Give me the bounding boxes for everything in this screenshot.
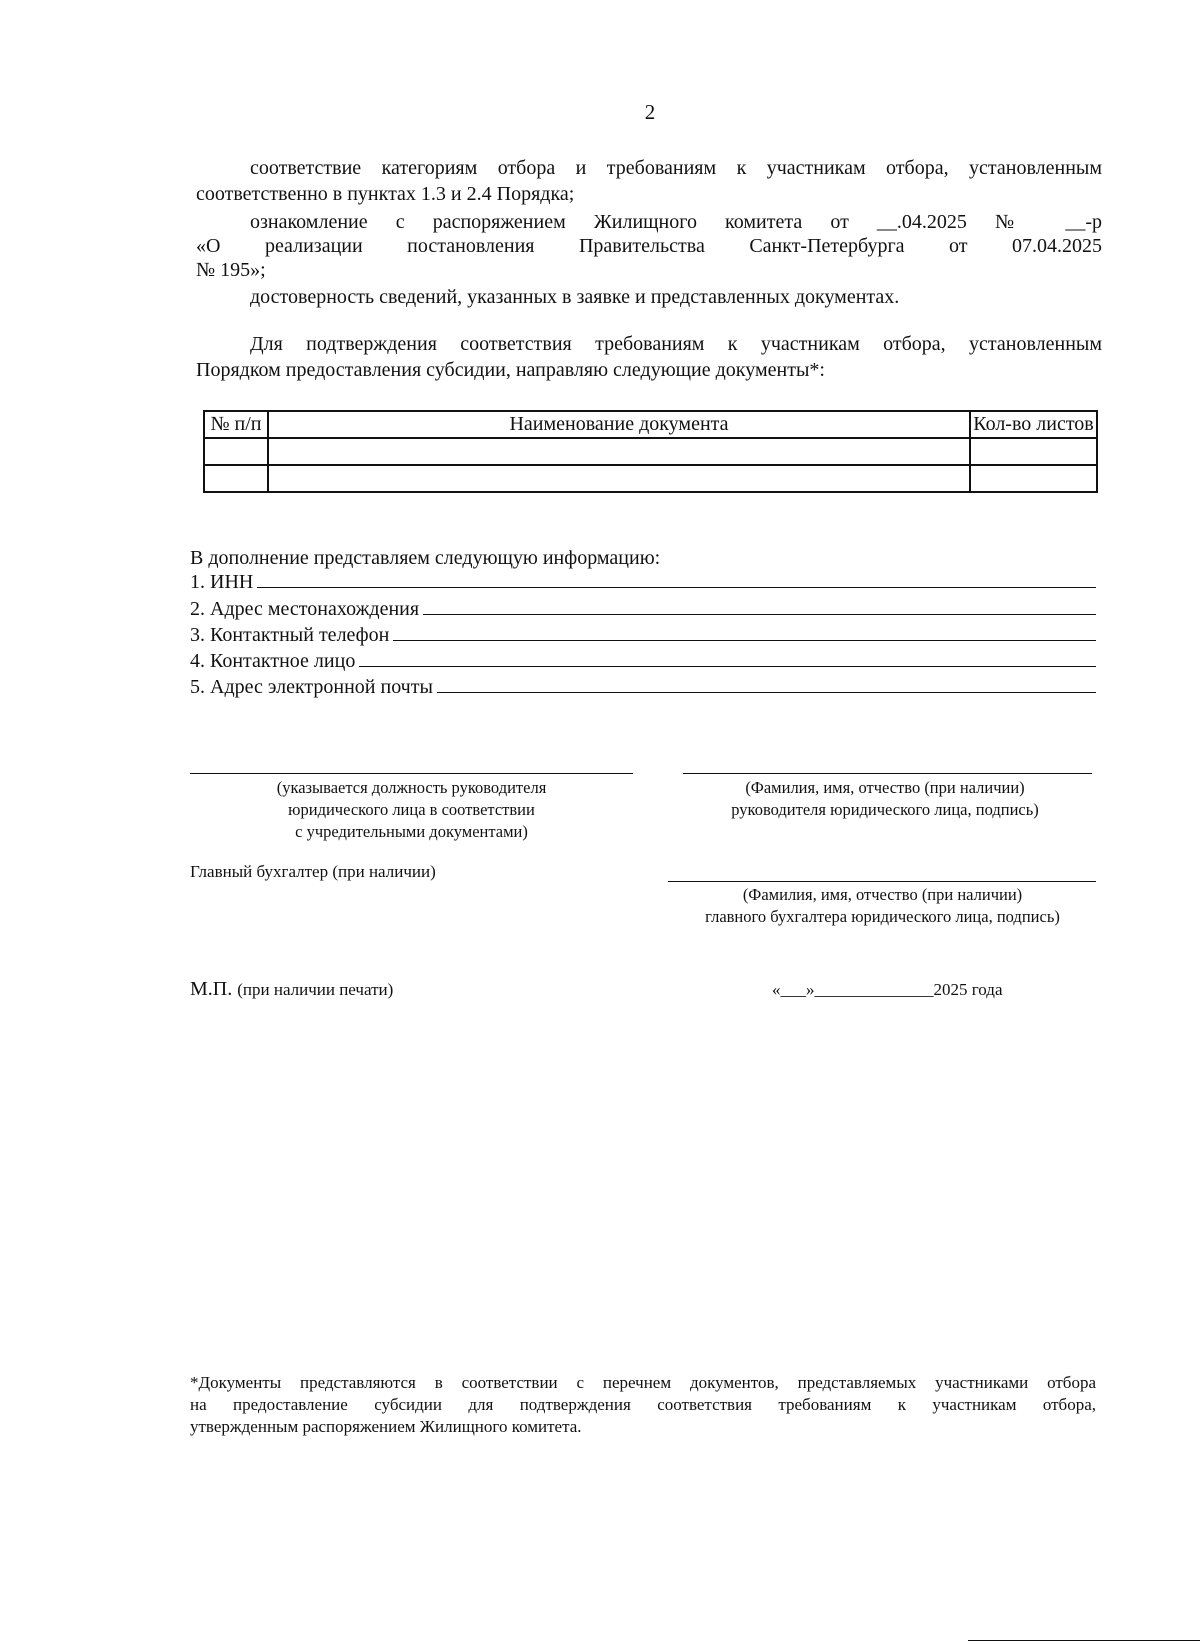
bottom-divider	[968, 1640, 1200, 1641]
head-caption-line: (Фамилия, имя, отчество (при наличии)	[745, 778, 1025, 797]
page-number: 2	[644, 100, 656, 124]
position-caption-line: (указывается должность руководителя	[276, 778, 547, 797]
accountant-caption-line: главного бухгалтера юридического лица, подпись)	[705, 907, 1060, 926]
info-label-email: 5. Адрес электронной почты	[190, 676, 433, 698]
info-label-address: 2. Адрес местонахождения	[190, 598, 420, 620]
table-cell	[970, 465, 1097, 492]
info-row-email	[190, 674, 1096, 700]
address-input-line[interactable]	[423, 596, 1096, 615]
table-cell	[970, 438, 1097, 465]
table-header-row	[204, 411, 1097, 438]
info-row-contact-person	[190, 648, 1096, 674]
footnote-line3: утвержденным распоряжением Жилищного комитета.	[190, 1417, 582, 1436]
paragraph-compliance-line1: соответствие категориям отбора и требованиям к участникам отбора, установленным	[250, 157, 1102, 179]
contact-person-input-line[interactable]	[359, 648, 1096, 667]
position-caption-line: с учредительными документами)	[295, 822, 528, 841]
accountant-signature-line[interactable]	[668, 881, 1096, 882]
paragraph-compliance-line2: соответственно в пунктах 1.3 и 2.4 Порядка;	[196, 183, 575, 205]
footnote-line2: на предоставление субсидии для подтверждения соответствия требованиям к участникам отбора,	[190, 1395, 1096, 1414]
paragraph-accuracy: достоверность сведений, указанных в заявке и представленных документах.	[250, 286, 900, 308]
table-cell	[204, 465, 268, 492]
documents-table	[203, 410, 1098, 493]
accountant-label: Главный бухгалтер (при наличии)	[190, 862, 436, 881]
table-cell	[204, 438, 268, 465]
position-caption	[190, 777, 633, 843]
info-label-inn: 1. ИНН	[190, 571, 254, 593]
head-caption	[670, 777, 1100, 821]
position-caption-line: юридического лица в соответствии	[288, 800, 535, 819]
paragraph-acquaintance-line1: ознакомление с распоряжением Жилищного комитета от __.04.2025 № __-р	[250, 211, 1102, 233]
info-label-contact-person: 4. Контактное лицо	[190, 650, 356, 672]
position-signature-line[interactable]	[190, 773, 633, 774]
info-row-address	[190, 596, 1096, 622]
table-cell	[268, 438, 970, 465]
inn-input-line[interactable]	[257, 569, 1096, 588]
email-input-line[interactable]	[437, 674, 1096, 693]
stamp-label: М.П.	[190, 978, 233, 1000]
table-header-sheet-count: Кол-во листов	[970, 411, 1097, 438]
stamp-block	[190, 978, 393, 1001]
table-header-number: № п/п	[204, 411, 268, 438]
info-label-phone: 3. Контактный телефон	[190, 624, 390, 646]
info-row-phone	[190, 622, 1096, 648]
table-row	[204, 438, 1097, 465]
stamp-note: (при наличии печати)	[237, 980, 394, 999]
table-header-document-name: Наименование документа	[268, 411, 970, 438]
table-row	[204, 465, 1097, 492]
phone-input-line[interactable]	[393, 622, 1096, 641]
head-signature-line[interactable]	[683, 773, 1092, 774]
date-field[interactable]: «___»______________2025 года	[772, 980, 1003, 999]
additional-info-intro: В дополнение представляем следующую информацию:	[190, 547, 661, 569]
paragraph-documents-line2: Порядком предоставления субсидии, направляю следующие документы*:	[196, 359, 825, 381]
paragraph-acquaintance-line3: № 195»;	[196, 259, 266, 281]
table-cell	[268, 465, 970, 492]
paragraph-acquaintance-line2: «О реализации постановления Правительства Санкт-Петербурга от 07.04.2025	[196, 235, 1102, 257]
accountant-caption	[660, 884, 1105, 928]
accountant-caption-line: (Фамилия, имя, отчество (при наличии)	[742, 885, 1023, 904]
footnote-line1: *Документы представляются в соответствии с перечнем документов, представляемых участниками отбора	[190, 1373, 1096, 1392]
paragraph-documents-line1: Для подтверждения соответствия требованиям к участникам отбора, установленным	[250, 333, 1102, 355]
head-caption-line: руководителя юридического лица, подпись)	[731, 800, 1039, 819]
info-row-inn	[190, 569, 1096, 595]
